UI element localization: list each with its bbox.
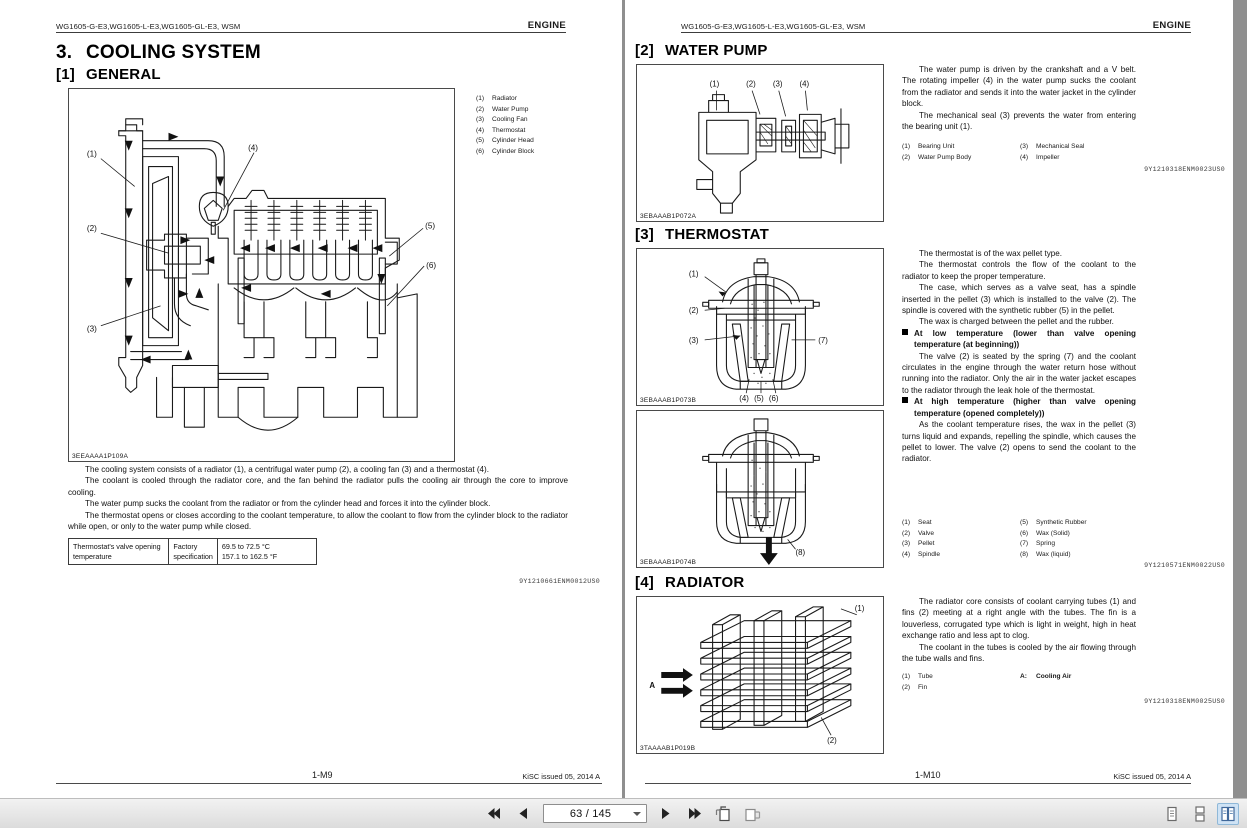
legend-label: Spring [1036,540,1056,547]
chapter-title: COOLING SYSTEM [86,42,261,63]
figure-radiator-core [636,596,884,754]
scrollbar-track[interactable] [1233,0,1247,798]
legend-item [476,126,534,137]
section-title: THERMOSTAT [665,226,769,243]
document-code: 9Y1210318ENM0025US0 [1144,698,1225,705]
legend-label: Water Pump [492,105,529,113]
svg-text:(4): (4) [248,143,259,153]
figure-thermostat-open [636,410,884,568]
legend-item [1020,142,1138,153]
previous-page-button[interactable] [514,804,534,824]
paragraph: The mechanical seal (3) prevents the water from entering the bearing unit (1). [902,110,1136,132]
paragraph: As the coolant temperature rises, the wax in the pellet (3) turns liquid and expands, repelling the spindle, which causes the pellet to lower. The valve (2) opens to send the coolant to the radiator. [902,420,1136,464]
legend-number: (6) [1020,529,1029,537]
figure-caption: 3EBAAAB1P072A [640,213,697,220]
next-page-button[interactable] [656,804,676,824]
svg-text:(3): (3) [772,79,783,89]
legend-item [902,550,1020,561]
figure-caption: 3TAAAAB1P019B [640,745,696,752]
legend-item [476,105,534,116]
legend-label: Cylinder Block [492,147,535,155]
header-model-text: WG1605-G-E3,WG1605-L-E3,WG1605-GL-E3, WSM [56,22,241,31]
figure-caption: 3EBAAAB1P073B [640,397,697,404]
legend-item [902,683,1020,694]
header-model-text: WG1605-G-E3,WG1605-L-E3,WG1605-GL-E3, WSM [681,22,866,31]
legend-item [476,147,534,158]
legend-item [1020,153,1138,164]
square-bullet-icon [902,328,914,351]
legend-number: (1) [902,143,911,150]
spec-row-label: Thermostat's valve opening temperature [69,539,169,565]
legend-label: Radiator [492,95,517,102]
figure-caption: 3EEAAAA1P109A [72,453,129,460]
svg-text:(6): (6) [426,261,437,271]
header-divider [56,32,566,33]
legend-label: Tube [918,673,933,680]
paragraph: The thermostat controls the flow of the coolant to the radiator to keep the proper temperature. [902,260,1136,281]
viewer-toolbar [0,798,1247,828]
first-page-button[interactable] [485,804,505,824]
last-page-button[interactable] [685,804,705,824]
legend-number: (3) [476,116,485,123]
legend-label: Cylinder Head [492,137,534,144]
legend-label: Cooling Air [1036,673,1072,680]
legend-item [902,529,1020,540]
legend-number: (2) [902,683,911,691]
svg-text:(2): (2) [827,736,837,746]
chevron-down-icon[interactable] [633,812,641,816]
svg-text:A: A [649,680,656,690]
chapter-number: 3. [56,42,73,63]
section-heading-radiator [635,574,744,591]
paragraph: The case, which serves as a valve seat, has a spindle inserted in the pellet (3) which is installed to the valve (2). The spindle is covered with the synthetic rubber (5) in the pellet. [902,283,1136,316]
page-number-label: 1-M10 [915,770,941,780]
view-mode-controls [1161,803,1239,825]
legend-item [476,136,534,147]
legend-label: Pellet [918,540,935,547]
paragraph: The cooling system consists of a radiator (1), a centrifugal water pump (2), a cooling fan (3) and a thermostat (4). [85,465,489,474]
section-heading-water-pump [635,42,768,59]
running-head-right [681,20,1191,31]
svg-text:(2): (2) [746,79,756,89]
legend-number: (6) [476,147,485,155]
legend-label: Synthetic Rubber [1036,519,1087,526]
bullet-heading-text: At low temperature (lower than valve opening temperature (at beginning)) [914,328,1136,350]
legend-number: (4) [1020,153,1029,161]
navigation-controls [485,804,763,824]
page-number-label: 1-M9 [312,770,333,780]
legend-item [1020,539,1155,550]
paragraph: The coolant in the tubes is cooled by the air flowing through the tube walls and fins. [902,642,1136,664]
figure-legend-radiator [902,672,1155,693]
legend-label: Water Pump Body [918,153,972,161]
figure-caption: 3EBAAAB1P074B [640,559,697,566]
svg-text:(2): (2) [86,224,97,234]
section-number: [2] [635,42,654,59]
table-row [69,539,317,565]
section-number: [4] [635,574,654,591]
legend-label: Wax (liquid) [1036,550,1071,558]
legend-item [476,94,534,105]
legend-number: (1) [476,95,485,102]
bullet-heading-low-temperature [902,328,1136,351]
legend-item [1020,529,1155,540]
legend-label: Seat [918,519,932,526]
section-title: GENERAL [86,66,161,83]
spec-value-celsius: 69.5 to 72.5 °C [221,542,270,551]
legend-item [902,142,1020,153]
paragraph: The thermostat opens or closes according to the coolant temperature, to allow the coolant to flow from the cylinder block to the radiator while open, or only to the water pump while closed. [68,510,568,532]
header-chapter-text: ENGINE [527,20,566,31]
legend-label: Fin [918,683,928,691]
svg-text:(4): (4) [799,79,810,89]
view-single-page-button[interactable] [1161,803,1183,825]
view-two-page-button[interactable] [1217,803,1239,825]
svg-text:(2): (2) [688,306,699,316]
legend-number: (2) [902,529,911,537]
svg-text:(5): (5) [425,221,436,231]
legend-number: (1) [902,519,911,526]
header-chapter-text: ENGINE [1152,20,1191,31]
legend-label: Valve [918,529,935,537]
svg-text:(1): (1) [688,269,699,279]
general-body-text [68,464,568,532]
chapter-heading [56,42,261,64]
legend-number: (4) [902,550,911,558]
running-head-left [56,20,566,31]
svg-text:(6): (6) [768,394,779,404]
view-continuous-button[interactable] [1189,803,1211,825]
legend-number: (5) [1020,519,1029,526]
legend-label: Spindle [918,550,940,558]
legend-number: (3) [902,540,911,547]
legend-number: (8) [1020,550,1029,558]
svg-text:(3): (3) [688,335,699,345]
fit-page-button[interactable] [714,804,734,824]
legend-label: Bearing Unit [918,143,955,150]
spec-col-label: Factory specification [169,539,218,565]
thermostat-body-text [902,248,1136,465]
bullet-heading-text: At high temperature (higher than valve opening temperature (opened completely)) [914,397,1136,418]
legend-item [1020,672,1155,683]
legend-number: (2) [476,105,485,113]
figure-legend-general [476,94,534,157]
thermostat-spec-table [68,538,317,565]
page-right[interactable] [625,0,1247,798]
legend-item [476,115,534,126]
svg-text:(5): (5) [754,394,764,404]
legend-number: (5) [476,137,485,144]
header-divider [681,32,1191,33]
radiator-body-text [902,596,1136,664]
svg-text:(1): (1) [709,79,720,89]
fit-width-button[interactable] [743,804,763,824]
issue-label: KiSC issued 05, 2014 A [1113,772,1191,781]
figure-cooling-system [68,88,455,462]
legend-label: Wax (Solid) [1036,529,1070,537]
section-heading-thermostat [635,226,769,243]
legend-label: Thermostat [492,126,526,134]
legend-item [902,539,1020,550]
paragraph: The wax is charged between the pellet and the rubber. [919,317,1114,327]
water-pump-body-text [902,64,1136,132]
paragraph: The valve (2) is seated by the spring (7) and the coolant circulates in the engine through the water return hose without running into the radiator. Only the air in the water jacket escapes to the radiator through the leak hole of the thermostat. [902,351,1136,395]
section-number: [3] [635,226,654,243]
page-number-input[interactable] [543,804,647,823]
section-title: RADIATOR [665,574,745,591]
figure-legend-thermostat [902,518,1155,560]
svg-text:(1): (1) [854,603,865,613]
legend-number: (3) [1020,143,1029,150]
legend-item [902,518,1020,529]
paragraph: The water pump is driven by the crankshaft and a V belt. The rotating impeller (4) in the water pump sucks the coolant from the radiator and sends it into the water jacket in the cylinder block. [902,65,1136,109]
svg-text:(8): (8) [795,548,806,558]
square-bullet-icon [902,396,914,419]
legend-item [1020,550,1155,561]
page-left[interactable] [0,0,622,798]
spec-value-fahrenheit: 157.1 to 162.5 °F [221,551,278,561]
paragraph: The coolant is cooled through the radiator core, and the fan behind the radiator pulls the cooling air through the core to improve cooling. [68,476,568,497]
figure-legend-water-pump [902,142,1138,163]
figure-water-pump [636,64,884,222]
bullet-heading-high-temperature [902,396,1136,419]
legend-number: (7) [1020,540,1029,547]
legend-number: (1) [902,673,911,680]
legend-number: (4) [476,126,485,134]
svg-text:(7): (7) [818,335,828,345]
legend-item [902,153,1020,164]
paragraph: The radiator core consists of coolant carrying tubes (1) and fins (2) meeting at a right angle with the tubes. The fin is a louverless, corrugated type which is light in weight, high in heat exchange ratio and less apt to clog. [902,597,1136,641]
section-heading-general [56,66,161,83]
paragraph: The water pump sucks the coolant from the radiator or from the cylinder head and forces it into the cylinder block. [85,499,491,509]
section-number: [1] [56,66,75,83]
footer-divider [56,783,602,784]
svg-text:(1): (1) [86,149,97,159]
legend-label: Cooling Fan [492,116,528,123]
legend-number: (2) [902,153,911,161]
legend-number: A: [1020,673,1027,680]
svg-text:(4): (4) [739,394,749,404]
spec-value-cell [217,539,316,565]
legend-item [1020,518,1155,529]
document-code: 9Y1210661ENM0012US0 [519,578,600,585]
svg-text:(3): (3) [86,324,97,334]
page-indicator-text: 63 / 145 [569,807,612,820]
paragraph: The thermostat is of the wax pellet type. [919,249,1063,258]
figure-thermostat-closed [636,248,884,406]
document-code: 9Y1210571ENM0022US0 [1144,562,1225,569]
legend-label: Mechanical Seal [1036,143,1085,150]
legend-item [902,672,1020,683]
section-title: WATER PUMP [665,42,768,59]
footer-divider [645,783,1191,784]
document-code: 9Y1210318ENM0023US0 [1144,166,1225,173]
legend-label: Impeller [1036,153,1060,161]
issue-label: KiSC issued 05, 2014 A [522,772,600,781]
